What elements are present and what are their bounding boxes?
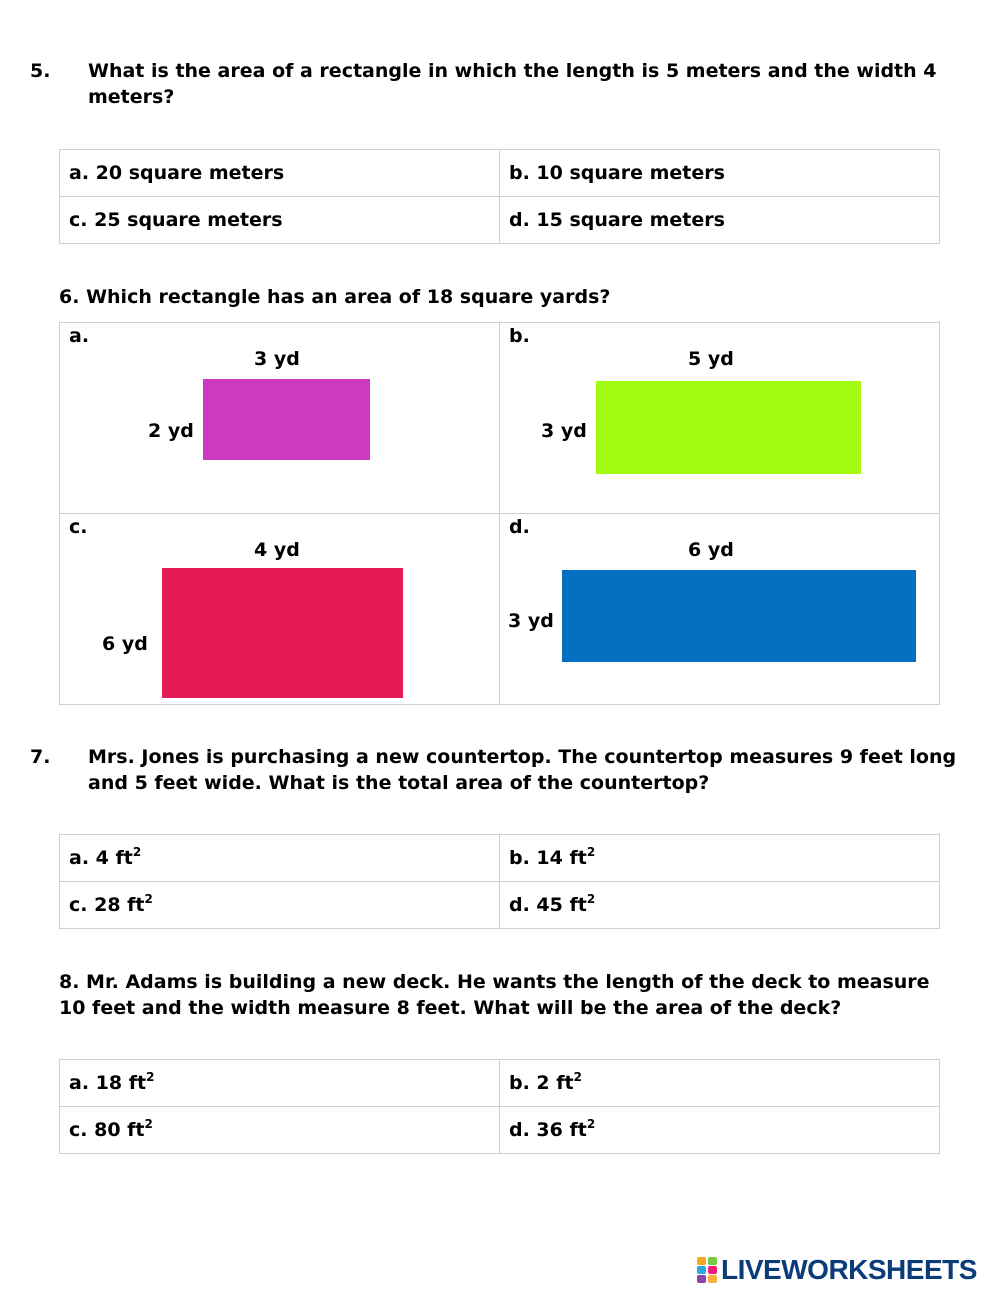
q6-option-a-label: a. (69, 325, 90, 347)
q7-option-a-text: a. 4 ft (69, 847, 133, 869)
question-5-prompt: What is the area of a rectangle in which the length is 5 meters and the width 4 meters? (88, 60, 937, 108)
q6-b-rectangle (596, 381, 861, 474)
q8-option-d-text: d. 36 ft (509, 1119, 587, 1141)
q7-option-b[interactable] (500, 835, 940, 882)
q6-option-b[interactable] (500, 323, 940, 514)
question-7-prompt: Mrs. Jones is purchasing a new countertop. The countertop measures 9 feet long and 5 feet wide. What is the total area of the countertop? (88, 746, 957, 794)
q8-option-a-exponent: 2 (146, 1070, 155, 1084)
q6-a-width-label: 3 yd (254, 348, 300, 370)
q5-option-d[interactable]: d. 15 square meters (500, 197, 940, 244)
q6-option-a[interactable] (60, 323, 500, 514)
q8-option-b[interactable] (500, 1060, 940, 1107)
q6-c-rectangle (162, 568, 403, 698)
q6-a-rectangle (203, 379, 370, 460)
q8-option-c[interactable] (60, 1107, 500, 1154)
q6-b-height-label: 3 yd (541, 420, 587, 442)
q6-c-width-label: 4 yd (254, 539, 300, 561)
q6-d-rectangle (562, 570, 916, 662)
q6-c-height-label: 6 yd (102, 633, 148, 655)
question-7-options (59, 834, 940, 929)
q7-option-c-text: c. 28 ft (69, 894, 145, 916)
q6-option-b-label: b. (509, 325, 530, 347)
q8-option-d[interactable] (500, 1107, 940, 1154)
q7-option-c-exponent: 2 (144, 892, 153, 906)
q7-option-c[interactable] (60, 882, 500, 929)
q6-option-d-label: d. (509, 516, 530, 538)
q7-option-d-text: d. 45 ft (509, 894, 587, 916)
q8-option-c-text: c. 80 ft (69, 1119, 145, 1141)
question-5-number: 5. (30, 60, 51, 82)
q7-option-d-exponent: 2 (586, 892, 596, 906)
q6-option-d[interactable] (500, 514, 940, 705)
q5-option-b[interactable]: b. 10 square meters (500, 150, 940, 197)
question-8-options (59, 1059, 940, 1154)
q6-b-width-label: 5 yd (688, 348, 734, 370)
q8-option-b-exponent: 2 (573, 1070, 582, 1084)
q8-option-a-text: a. 18 ft (69, 1072, 147, 1094)
q6-option-c-label: c. (69, 516, 88, 538)
logo-blocks-icon (697, 1257, 719, 1283)
question-8-text: 8. Mr. Adams is building a new deck. He wants the length of the deck to measure 10 feet and the width measure 8 feet. What will be the area of the deck? (59, 971, 930, 1019)
q6-option-c[interactable] (60, 514, 500, 705)
question-6-options (59, 322, 940, 705)
question-6-number: 6. (59, 286, 80, 308)
liveworksheets-logo[interactable] (697, 1255, 977, 1285)
q8-option-a[interactable] (60, 1060, 500, 1107)
q6-d-height-label: 3 yd (508, 610, 554, 632)
question-5-options (59, 149, 940, 244)
q7-option-b-exponent: 2 (586, 845, 596, 859)
question-7-text (30, 744, 968, 796)
question-6-text (59, 284, 610, 310)
question-6-prompt: Which rectangle has an area of 18 square yards? (86, 286, 611, 308)
question-7-number: 7. (30, 746, 51, 768)
q5-option-a[interactable]: a. 20 square meters (60, 150, 500, 197)
question-5-text (30, 58, 968, 110)
logo-text: LIVEWORKSHEETS (721, 1254, 977, 1285)
q6-a-height-label: 2 yd (148, 420, 194, 442)
q7-option-d[interactable] (500, 882, 940, 929)
q5-option-c[interactable]: c. 25 square meters (60, 197, 500, 244)
q8-option-d-exponent: 2 (586, 1117, 596, 1131)
q8-option-b-text: b. 2 ft (509, 1072, 574, 1094)
q7-option-b-text: b. 14 ft (509, 847, 587, 869)
q7-option-a[interactable] (60, 835, 500, 882)
q7-option-a-exponent: 2 (132, 845, 142, 859)
q8-option-c-exponent: 2 (144, 1117, 153, 1131)
q6-d-width-label: 6 yd (688, 539, 734, 561)
